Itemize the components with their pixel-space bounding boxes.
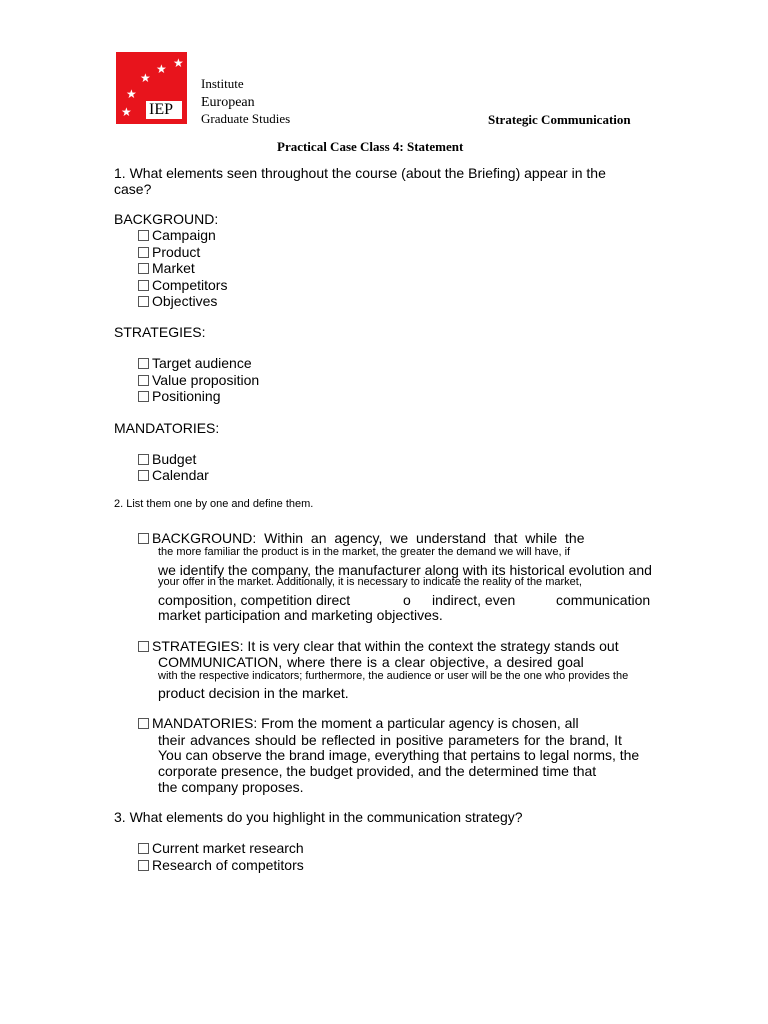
list-item: Target audience bbox=[138, 355, 252, 371]
q3-title: 3. What elements do you highlight in the communication strategy? bbox=[114, 809, 523, 825]
mandatories-definition-line: You can observe the brand image, everything that pertains to legal norms, the bbox=[158, 747, 640, 763]
mandatories-definition-line: MANDATORIES: From the moment a particular agency is chosen, all bbox=[138, 715, 579, 731]
background-definition-line: market participation and marketing objectives. bbox=[158, 607, 443, 623]
list-item: Positioning bbox=[138, 388, 221, 404]
strategies-definition-line: STRATEGIES: It is very clear that within the context the strategy stands out bbox=[138, 638, 619, 654]
checkbox-bullet-icon bbox=[138, 843, 149, 854]
checkbox-bullet-icon bbox=[138, 641, 149, 652]
q2-title: 2. List them one by one and define them. bbox=[114, 498, 314, 510]
logo-line-2: European bbox=[201, 95, 255, 110]
mandatories-definition-line: the company proposes. bbox=[158, 779, 304, 795]
list-item: Budget bbox=[138, 451, 196, 467]
star-icon: ★ bbox=[121, 105, 132, 119]
background-label: BACKGROUND: bbox=[114, 211, 219, 227]
q1-line-1: 1. What elements seen throughout the course (about the Briefing) appear in the bbox=[114, 165, 606, 181]
list-item: Competitors bbox=[138, 277, 227, 293]
checkbox-bullet-icon bbox=[138, 358, 149, 369]
background-definition-line: the more familiar the product is in the market, the greater the demand we will have, if bbox=[158, 546, 571, 558]
strategies-label: STRATEGIES: bbox=[114, 324, 206, 340]
mandatories-definition-line: corporate presence, the budget provided, and the determined time that bbox=[158, 763, 597, 779]
star-icon: ★ bbox=[156, 62, 167, 76]
q1-line-2: case? bbox=[114, 181, 152, 197]
star-icon: ★ bbox=[173, 56, 184, 70]
checkbox-bullet-icon bbox=[138, 454, 149, 465]
background-definition-line: composition, competition direct bbox=[158, 592, 351, 608]
iep-logo bbox=[116, 52, 187, 124]
checkbox-bullet-icon bbox=[138, 470, 149, 481]
logo-abbr: IEP bbox=[146, 101, 182, 119]
checkbox-bullet-icon bbox=[138, 230, 149, 241]
background-definition-line: we identify the company, the manufacturer along with its historical evolution and bbox=[158, 562, 652, 578]
checkbox-bullet-icon bbox=[138, 533, 149, 544]
checkbox-bullet-icon bbox=[138, 391, 149, 402]
list-item: Research of competitors bbox=[138, 857, 304, 873]
background-definition-line: your offer in the market. Additionally, it is necessary to indicate the reality of the market, bbox=[158, 576, 582, 588]
logo-line-1: Institute bbox=[201, 76, 244, 91]
list-item: Value proposition bbox=[138, 372, 259, 388]
background-definition-line: BACKGROUND: Within an agency, we understand that while the bbox=[138, 530, 574, 546]
strategies-definition-line: product decision in the market. bbox=[158, 685, 349, 701]
strategies-definition-line: with the respective indicators; furthermore, the audience or user will be the one who provides the bbox=[158, 670, 629, 682]
checkbox-bullet-icon bbox=[138, 375, 149, 386]
checkbox-bullet-icon bbox=[138, 718, 149, 729]
star-icon: ★ bbox=[126, 87, 137, 101]
mandatories-label: MANDATORIES: bbox=[114, 420, 220, 436]
background-definition-word: indirect, even bbox=[432, 592, 516, 608]
checkbox-bullet-icon bbox=[138, 860, 149, 871]
star-icon: ★ bbox=[140, 71, 151, 85]
list-item: Market bbox=[138, 260, 195, 276]
background-definition-word: o bbox=[403, 592, 411, 608]
strategies-definition-line: COMMUNICATION, where there is a clear objective, a desired goal bbox=[158, 654, 584, 670]
mandatories-definition-line: their advances should be reflected in positive parameters for the brand, It bbox=[158, 732, 622, 748]
page-title: Practical Case Class 4: Statement bbox=[277, 139, 464, 154]
logo-line-3: Graduate Studies bbox=[201, 111, 291, 126]
list-item: Objectives bbox=[138, 293, 217, 309]
list-item: Current market research bbox=[138, 840, 304, 856]
checkbox-bullet-icon bbox=[138, 296, 149, 307]
list-item: Campaign bbox=[138, 227, 216, 243]
checkbox-bullet-icon bbox=[138, 280, 149, 291]
course-name: Strategic Communication bbox=[488, 112, 631, 127]
list-item: Product bbox=[138, 244, 200, 260]
checkbox-bullet-icon bbox=[138, 263, 149, 274]
background-definition-word: communication bbox=[556, 592, 651, 608]
checkbox-bullet-icon bbox=[138, 247, 149, 258]
list-item: Calendar bbox=[138, 467, 209, 483]
